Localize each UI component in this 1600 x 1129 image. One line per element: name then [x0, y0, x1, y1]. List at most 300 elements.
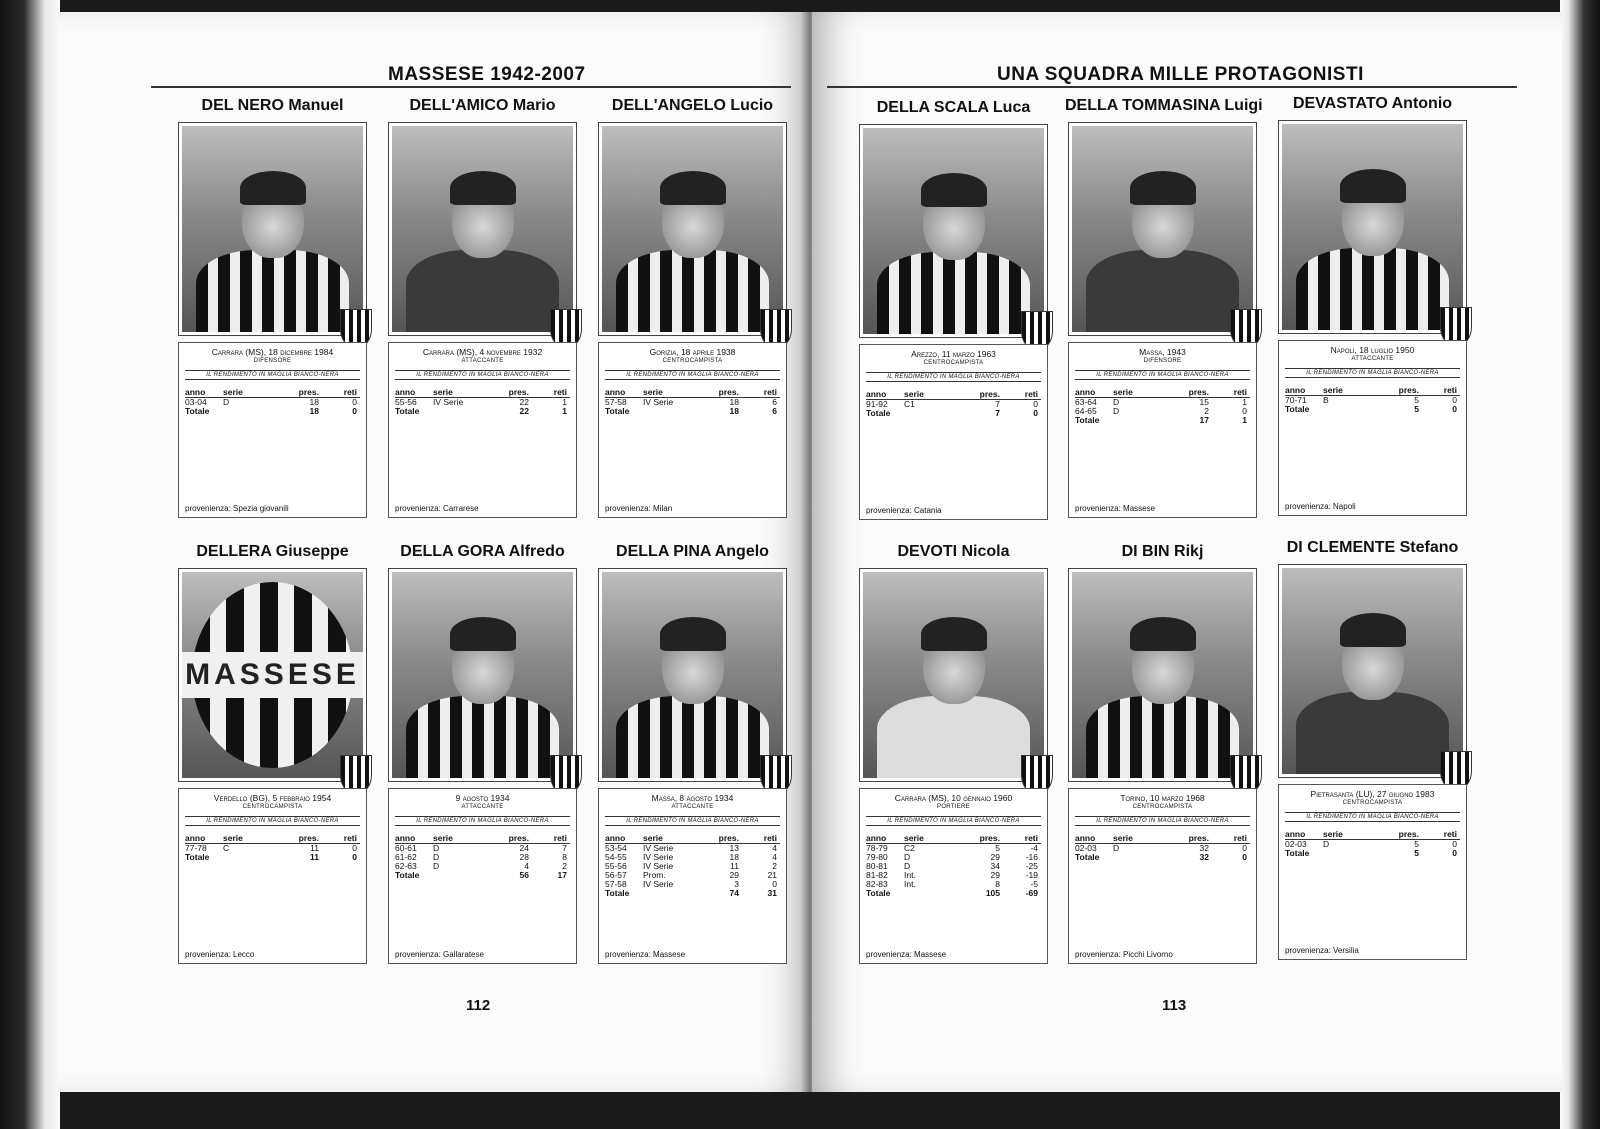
total-label: Totale — [185, 406, 210, 416]
birth-info: Gorizia, 18 aprile 1938 — [649, 347, 736, 357]
col-anno: anno — [185, 387, 206, 397]
player-info-box — [598, 342, 787, 518]
performance-heading: IL RENDIMENTO IN MAGLIA BIANCO-NERA — [395, 816, 570, 826]
col-reti: reti — [1024, 833, 1038, 843]
player-info-box — [859, 788, 1048, 964]
stat-league: IV Serie — [643, 879, 674, 889]
total-goals: 0 — [352, 406, 357, 416]
stat-goals: 2 — [562, 861, 567, 871]
player-shirt — [616, 696, 768, 778]
col-serie: serie — [1113, 387, 1133, 397]
total-appearances: 32 — [1199, 852, 1209, 862]
performance-heading: IL RENDIMENTO IN MAGLIA BIANCO-NERA — [1285, 368, 1460, 378]
stat-appearances: 11 — [730, 861, 739, 871]
col-reti: reti — [343, 387, 357, 397]
col-anno: anno — [1075, 833, 1096, 843]
performance-heading: IL RENDIMENTO IN MAGLIA BIANCO-NERA — [1075, 816, 1250, 826]
stat-appearances: 4 — [524, 861, 529, 871]
player-photo — [1068, 568, 1257, 782]
player-photo — [598, 122, 787, 336]
provenance: provenienza: Massese — [605, 950, 686, 959]
player-role: ATTACCANTE — [461, 358, 504, 364]
player-card — [175, 540, 370, 964]
right-page-number: 113 — [1162, 997, 1187, 1014]
col-pres: pres. — [718, 833, 739, 843]
player-name: DELL'AMICO Mario — [409, 97, 556, 114]
col-reti: reti — [763, 833, 777, 843]
player-photo — [598, 568, 787, 782]
total-label: Totale — [1285, 848, 1310, 858]
player-shirt — [616, 250, 768, 332]
col-serie: serie — [643, 833, 663, 843]
player-card — [856, 96, 1051, 520]
player-role: ATTACCANTE — [671, 804, 714, 810]
stat-season: 03-04 — [185, 397, 207, 407]
stat-goals: 0 — [1452, 839, 1457, 849]
provenance: provenienza: Massese — [866, 950, 947, 959]
stat-appearances: 15 — [1199, 397, 1209, 407]
stat-goals: 1 — [1242, 397, 1247, 407]
stat-appearances: 11 — [310, 843, 319, 853]
player-name: DELLA PINA Angelo — [616, 543, 769, 560]
provenance: provenienza: Spezia giovanili — [185, 504, 289, 513]
stats-row — [605, 880, 780, 889]
birth-info: Massa, 1943 — [1139, 347, 1186, 357]
stat-season: 79-80 — [866, 852, 888, 862]
stat-league: C — [223, 843, 230, 853]
stats-row — [1075, 398, 1250, 407]
total-appearances: 7 — [995, 408, 1000, 418]
stats-total-row — [1285, 849, 1460, 858]
player-photo — [388, 568, 577, 782]
stats-row — [1075, 844, 1250, 853]
stat-season: 53-54 — [605, 843, 627, 853]
stat-appearances: 18 — [729, 397, 739, 407]
col-serie: serie — [433, 833, 453, 843]
stat-appearances: 5 — [995, 843, 1000, 853]
col-pres: pres. — [508, 387, 529, 397]
col-anno: anno — [395, 387, 416, 397]
col-reti: reti — [553, 387, 567, 397]
total-label: Totale — [1285, 404, 1310, 414]
total-league — [1323, 849, 1377, 858]
stat-league: D — [1113, 397, 1120, 407]
birth-info: Carrara (MS), 4 novembre 1932 — [422, 347, 543, 357]
club-crest-image — [185, 582, 360, 768]
total-goals: 0 — [352, 852, 357, 862]
player-card — [1275, 536, 1470, 960]
provenance: provenienza: Massese — [1075, 504, 1156, 513]
player-name: DELLERA Giuseppe — [196, 543, 349, 560]
stats-row — [1075, 407, 1250, 416]
stats-header — [1075, 834, 1250, 844]
stats-total-row — [1075, 416, 1250, 425]
stat-goals: 0 — [772, 879, 777, 889]
birth-info: Massa, 8 agosto 1934 — [651, 793, 734, 803]
player-name: DI BIN Rikj — [1121, 543, 1204, 560]
col-reti: reti — [1024, 389, 1038, 399]
stats-row — [605, 398, 780, 407]
col-pres: pres. — [1398, 385, 1419, 395]
player-card — [175, 94, 370, 518]
stats-table — [1285, 386, 1460, 414]
player-photo — [859, 124, 1048, 338]
stats-total-row — [605, 889, 780, 898]
stats-total-row — [605, 407, 780, 416]
provenance: provenienza: Gallaratese — [395, 950, 484, 959]
stat-appearances: 22 — [519, 397, 529, 407]
total-appearances: 105 — [985, 888, 1000, 898]
stat-league: IV Serie — [643, 397, 674, 407]
col-serie: serie — [1323, 385, 1343, 395]
total-goals: 0 — [1242, 852, 1247, 862]
player-info-box — [1278, 784, 1467, 960]
stat-goals: -25 — [1025, 861, 1038, 871]
stat-appearances: 5 — [1414, 839, 1419, 849]
col-serie: serie — [1113, 833, 1133, 843]
stats-total-row — [1285, 405, 1460, 414]
stat-goals: 0 — [1242, 843, 1247, 853]
player-info-box — [388, 788, 577, 964]
stat-season: 91-92 — [866, 399, 888, 409]
col-serie: serie — [223, 387, 243, 397]
total-league — [433, 407, 487, 416]
col-anno: anno — [605, 833, 626, 843]
stat-league: Int. — [904, 879, 916, 889]
stat-goals: 6 — [772, 397, 777, 407]
stat-appearances: 18 — [729, 852, 739, 862]
player-shirt — [877, 696, 1029, 778]
stat-league: D — [433, 861, 440, 871]
total-league — [643, 407, 697, 416]
player-shirt — [1086, 250, 1238, 332]
col-pres: pres. — [298, 387, 319, 397]
stats-total-row — [866, 889, 1041, 898]
stats-row — [1285, 840, 1460, 849]
stat-league: IV Serie — [433, 397, 464, 407]
col-anno: anno — [185, 833, 206, 843]
player-photo — [1278, 564, 1467, 778]
stat-appearances: 18 — [309, 397, 319, 407]
performance-heading: IL RENDIMENTO IN MAGLIA BIANCO-NERA — [866, 372, 1041, 382]
stat-appearances: 29 — [990, 852, 1000, 862]
player-hair — [660, 171, 726, 205]
stat-season: 82-83 — [866, 879, 888, 889]
col-reti: reti — [1233, 833, 1247, 843]
stat-season: 60-61 — [395, 843, 417, 853]
stat-season: 78-79 — [866, 843, 888, 853]
col-anno: anno — [605, 387, 626, 397]
stat-league: D — [904, 861, 911, 871]
player-photo — [1278, 120, 1467, 334]
player-hair — [1340, 169, 1406, 203]
performance-heading: IL RENDIMENTO IN MAGLIA BIANCO-NERA — [1075, 370, 1250, 380]
player-hair — [921, 617, 987, 651]
stat-goals: 21 — [767, 870, 777, 880]
stats-row — [605, 862, 780, 871]
player-card — [1065, 540, 1260, 964]
total-league — [904, 409, 958, 418]
player-role: CENTROCAMPISTA — [1132, 804, 1193, 810]
stat-league: IV Serie — [643, 861, 674, 871]
stat-season: 54-55 — [605, 852, 627, 862]
player-card — [1065, 94, 1263, 518]
col-pres: pres. — [1398, 829, 1419, 839]
stats-total-row — [1075, 853, 1250, 862]
provenance: provenienza: Catania — [866, 506, 942, 515]
stat-league: C2 — [904, 843, 915, 853]
stat-season: 56-57 — [605, 870, 627, 880]
col-anno: anno — [866, 833, 887, 843]
total-label: Totale — [395, 870, 420, 880]
stat-league: B — [1323, 395, 1329, 405]
player-name: DEVASTATO Antonio — [1292, 95, 1453, 112]
total-league — [1323, 405, 1377, 414]
stats-total-row — [395, 871, 570, 880]
performance-heading: IL RENDIMENTO IN MAGLIA BIANCO-NERA — [866, 816, 1041, 826]
total-label: Totale — [185, 852, 210, 862]
player-name: DELLA SCALA Luca — [876, 99, 1031, 116]
total-appearances: 5 — [1414, 848, 1419, 858]
provenance: provenienza: Picchi Livorno — [1075, 950, 1173, 959]
player-role: CENTROCAMPISTA — [1342, 800, 1403, 806]
col-reti: reti — [553, 833, 567, 843]
total-appearances: 74 — [729, 888, 739, 898]
stats-table — [866, 390, 1041, 418]
stats-header — [395, 834, 570, 844]
total-goals: 1 — [1242, 415, 1247, 425]
col-anno: anno — [866, 389, 887, 399]
total-label: Totale — [1075, 415, 1100, 425]
col-pres: pres. — [1188, 387, 1209, 397]
player-card — [856, 540, 1051, 964]
player-info-box — [388, 342, 577, 518]
stat-league: IV Serie — [643, 843, 674, 853]
player-hair — [450, 617, 516, 651]
stats-row — [866, 844, 1041, 853]
performance-heading: IL RENDIMENTO IN MAGLIA BIANCO-NERA — [605, 816, 780, 826]
stats-header — [605, 834, 780, 844]
stats-table — [605, 388, 780, 416]
col-anno: anno — [1075, 387, 1096, 397]
stat-appearances: 24 — [519, 843, 529, 853]
stats-header — [866, 834, 1041, 844]
book-edge-left — [0, 0, 60, 1129]
stat-season: 02-03 — [1075, 843, 1097, 853]
stat-league: Int. — [904, 870, 916, 880]
stat-goals: -5 — [1030, 879, 1038, 889]
stat-goals: 0 — [1033, 399, 1038, 409]
player-photo — [178, 568, 367, 782]
stat-goals: 4 — [772, 852, 777, 862]
player-card — [595, 94, 790, 518]
player-role: CENTROCAMPISTA — [923, 360, 984, 366]
player-hair — [1130, 171, 1196, 205]
player-shirt — [877, 252, 1029, 334]
stats-row — [866, 880, 1041, 889]
total-goals: 17 — [557, 870, 567, 880]
stat-goals: 8 — [562, 852, 567, 862]
performance-heading: IL RENDIMENTO IN MAGLIA BIANCO-NERA — [1285, 812, 1460, 822]
stat-appearances: 7 — [995, 399, 1000, 409]
stat-league: D — [433, 852, 440, 862]
col-pres: pres. — [298, 833, 319, 843]
player-shirt — [406, 250, 558, 332]
stats-row — [395, 862, 570, 871]
left-page-number: 112 — [466, 997, 491, 1014]
player-name: DELLA TOMMASINA Luigi — [1065, 97, 1263, 114]
total-label: Totale — [866, 408, 891, 418]
stat-goals: -4 — [1030, 843, 1038, 853]
player-info-box — [1068, 788, 1257, 964]
stats-table — [1285, 830, 1460, 858]
player-shirt — [1086, 696, 1238, 778]
col-anno: anno — [395, 833, 416, 843]
stat-season: 61-62 — [395, 852, 417, 862]
player-hair — [1130, 617, 1196, 651]
stat-season: 57-58 — [605, 397, 627, 407]
stat-goals: 0 — [1242, 406, 1247, 416]
stat-goals: 4 — [772, 843, 777, 853]
col-pres: pres. — [1188, 833, 1209, 843]
stats-header — [866, 390, 1041, 400]
player-role: ATTACCANTE — [461, 804, 504, 810]
stat-appearances: 13 — [729, 843, 739, 853]
col-pres: pres. — [508, 833, 529, 843]
total-label: Totale — [1075, 852, 1100, 862]
stat-league: Prom. — [643, 870, 666, 880]
total-appearances: 18 — [309, 406, 319, 416]
stats-row — [395, 853, 570, 862]
stats-row — [395, 844, 570, 853]
total-league — [1113, 853, 1167, 862]
birth-info: Napoli, 18 luglio 1950 — [1330, 345, 1415, 355]
stats-header — [1075, 388, 1250, 398]
crest-text: MASSESE — [182, 652, 363, 698]
header-rule — [151, 86, 791, 88]
stats-header — [185, 388, 360, 398]
col-anno: anno — [1285, 385, 1306, 395]
stats-row — [866, 400, 1041, 409]
total-appearances: 11 — [310, 852, 319, 862]
stat-appearances: 5 — [1414, 395, 1419, 405]
player-name: DEVOTI Nicola — [897, 543, 1010, 560]
stats-table — [185, 388, 360, 416]
total-appearances: 5 — [1414, 404, 1419, 414]
total-goals: 1 — [562, 406, 567, 416]
total-goals: 0 — [1452, 404, 1457, 414]
stats-header — [1285, 386, 1460, 396]
col-serie: serie — [643, 387, 663, 397]
total-label: Totale — [866, 888, 891, 898]
birth-info: 9 agosto 1934 — [455, 793, 510, 803]
player-shirt — [406, 696, 558, 778]
col-reti: reti — [343, 833, 357, 843]
player-hair — [921, 173, 987, 207]
col-pres: pres. — [979, 389, 1000, 399]
player-photo — [178, 122, 367, 336]
stat-season: 77-78 — [185, 843, 207, 853]
stats-row — [605, 844, 780, 853]
stat-season: 63-64 — [1075, 397, 1097, 407]
stat-season: 80-81 — [866, 861, 888, 871]
total-league — [433, 871, 487, 880]
stat-season: 81-82 — [866, 870, 888, 880]
col-reti: reti — [763, 387, 777, 397]
stats-header — [605, 388, 780, 398]
player-hair — [660, 617, 726, 651]
col-anno: anno — [1285, 829, 1306, 839]
player-photo — [388, 122, 577, 336]
left-page — [58, 12, 810, 1092]
stat-goals: 0 — [1452, 395, 1457, 405]
birth-info: Pietrasanta (LU), 27 giugno 1983 — [1310, 789, 1435, 799]
player-card — [385, 94, 580, 518]
right-page — [812, 12, 1562, 1092]
provenance: provenienza: Carrarese — [395, 504, 479, 513]
player-photo — [1068, 122, 1257, 336]
total-league — [223, 853, 277, 862]
player-card — [595, 540, 790, 964]
stats-table — [395, 388, 570, 416]
total-league — [223, 407, 277, 416]
player-card — [385, 540, 580, 964]
stat-appearances: 32 — [1199, 843, 1209, 853]
stats-row — [866, 862, 1041, 871]
stat-appearances: 29 — [729, 870, 739, 880]
stat-season: 55-56 — [605, 861, 627, 871]
player-shirt — [1296, 248, 1448, 330]
provenance: provenienza: Milan — [605, 504, 673, 513]
stats-header — [395, 388, 570, 398]
stat-season: 57-58 — [605, 879, 627, 889]
total-league — [1113, 416, 1167, 425]
performance-heading: IL RENDIMENTO IN MAGLIA BIANCO-NERA — [395, 370, 570, 380]
stats-row — [185, 844, 360, 853]
stats-table — [1075, 388, 1250, 425]
col-serie: serie — [904, 833, 924, 843]
stats-total-row — [185, 407, 360, 416]
stat-appearances: 8 — [995, 879, 1000, 889]
total-appearances: 22 — [519, 406, 529, 416]
stat-league: D — [1113, 406, 1120, 416]
provenance: provenienza: Lecco — [185, 950, 255, 959]
stats-table — [605, 834, 780, 898]
total-appearances: 17 — [1199, 415, 1209, 425]
col-serie: serie — [1323, 829, 1343, 839]
stat-league: D — [223, 397, 230, 407]
header-rule — [827, 86, 1517, 88]
player-hair — [240, 171, 306, 205]
col-reti: reti — [1443, 829, 1457, 839]
provenance: provenienza: Napoli — [1285, 502, 1356, 511]
total-label: Totale — [605, 406, 630, 416]
player-role: DIFENSORE — [253, 358, 292, 364]
performance-heading: IL RENDIMENTO IN MAGLIA BIANCO-NERA — [605, 370, 780, 380]
total-goals: 0 — [1033, 408, 1038, 418]
player-role: DIFENSORE — [1143, 358, 1182, 364]
stats-total-row — [866, 409, 1041, 418]
stats-total-row — [185, 853, 360, 862]
right-page-header: UNA SQUADRA MILLE PROTAGONISTI — [997, 64, 1364, 85]
birth-info: Torino, 10 marzo 1968 — [1120, 793, 1205, 803]
performance-heading: IL RENDIMENTO IN MAGLIA BIANCO-NERA — [185, 370, 360, 380]
total-label: Totale — [395, 406, 420, 416]
birth-info: Arezzo, 11 marzo 1963 — [911, 349, 996, 359]
col-serie: serie — [223, 833, 243, 843]
stat-season: 02-03 — [1285, 839, 1307, 849]
player-name: DELL'ANGELO Lucio — [611, 97, 774, 114]
